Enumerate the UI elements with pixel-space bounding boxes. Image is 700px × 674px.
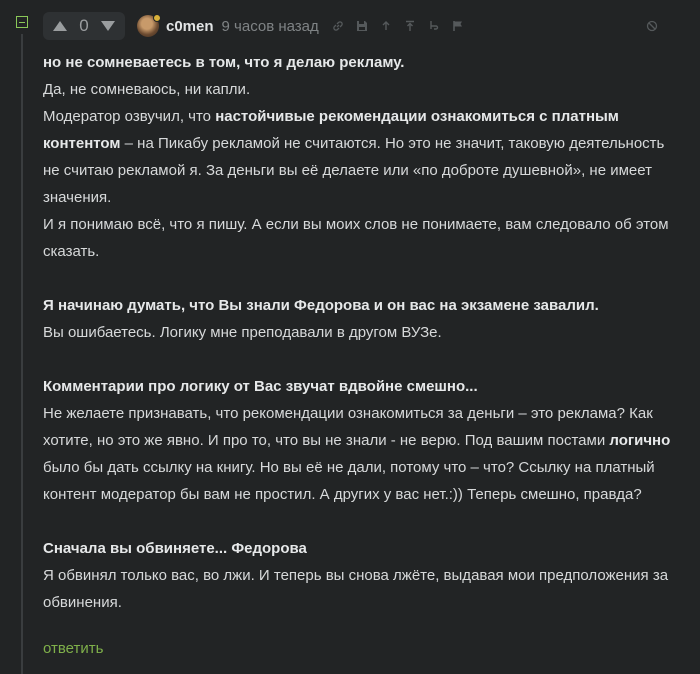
quote-icon[interactable] [427,19,441,33]
quote-text: Сначала вы обвиняете... Федорова [43,540,307,557]
arrow-down-icon[interactable] [99,17,117,35]
arrow-up-icon[interactable] [51,17,69,35]
share-icon[interactable] [379,19,393,33]
vote-count: 0 [79,16,89,35]
paragraph-4 [43,535,683,616]
answer-text: Не желаете признавать, что рекомендации ознакомиться за деньги – это реклама? Как хотите, но это же явно. И про то, что вы не знали - не верю. Под вашим постами [43,405,653,449]
avatar[interactable] [137,15,159,37]
link-icon[interactable] [331,19,345,33]
answer-text: – на Пикабу рекламой не считаются. Но это не значит, таковую деятельность не считаю рекламой я. За деньги вы её делаете или «по доброте душевной», не имеет значения. [43,135,665,206]
pin-icon[interactable] [403,19,417,33]
vote-box [43,12,125,40]
answer-text: Модератор озвучил, что [43,108,216,125]
quote-text: Я начинаю думать, что Вы знали Федорова и он вас на экзамене завалил. [43,297,599,314]
comment-body [43,49,683,643]
answer-text: было бы дать ссылку на книгу. Но вы её не дали, потому что – что? Ссылку на платный контент модератор бы вам не простил. А других у вас нет.:)) Теперь смешно, правда? [43,459,655,503]
quote-text: Комментарии про логику от Вас звучат вдвойне смешно... [43,378,478,395]
username[interactable]: c0men [166,17,214,35]
comment-actions [331,19,465,33]
hide-icon[interactable] [645,19,659,33]
comment-header [43,11,673,41]
reply-link[interactable]: ответить [43,640,104,657]
answer-text: Я обвинял только вас, во лжи. И теперь вы снова лжёте, выдавая мои предположения за обвинения. [43,567,669,611]
timestamp[interactable]: 9 часов назад [221,17,319,35]
paragraph-2 [43,292,683,346]
collapse-icon[interactable] [16,16,28,28]
paragraph-1 [43,49,683,265]
emphasis-text: настойчивые рекомендации ознакомиться с платным контентом [43,108,619,152]
flag-icon[interactable] [451,19,465,33]
save-icon[interactable] [355,19,369,33]
answer-text: Да, не сомневаюсь, ни капли. [43,81,251,98]
emphasis-text: логично [609,432,671,449]
quote-text: но не сомневаетесь в том, что я делаю рекламу. [43,54,405,71]
answer-text: И я понимаю всё, что я пишу. А если вы моих слов не понимаете, вам следовало об этом сказать. [43,216,669,260]
paragraph-3 [43,373,683,508]
status-dot [153,14,161,22]
thread-line [21,34,23,674]
answer-text: Вы ошибаетесь. Логику мне преподавали в другом ВУЗе. [43,324,442,341]
